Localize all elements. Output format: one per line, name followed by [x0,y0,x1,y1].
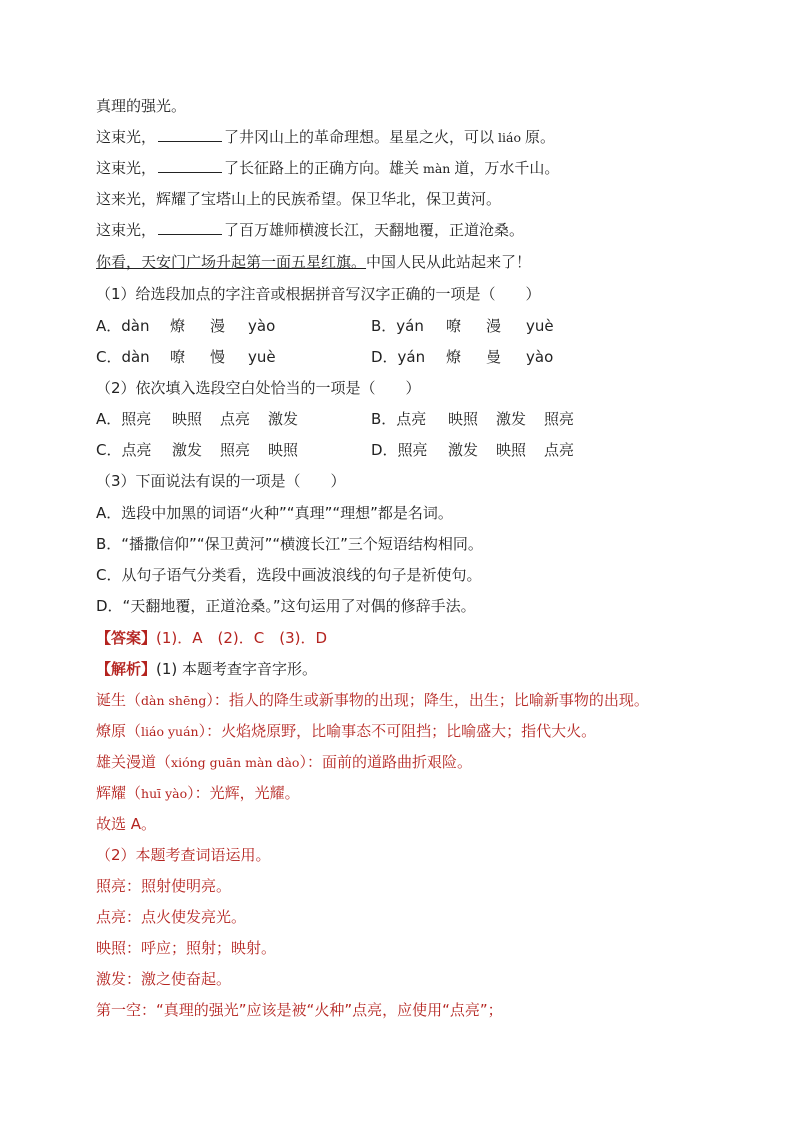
analysis-word-2: 点亮：点火使发亮光。 [96,908,247,926]
question-3-stem [96,471,346,491]
option-cell: 照亮 [220,441,251,459]
q3-option-a[interactable]: A．选段中加黑的词语“火种”“真理”“理想”都是名词。 [96,504,453,522]
q2-option-d[interactable]: D．照亮 [371,441,428,459]
question-text: （3）下面说法有误的一项是（ ） [96,472,346,490]
q1-option-row-2 [96,347,716,367]
option-cell: 映照 [448,410,479,428]
pinyin: màn [419,161,455,176]
question-1-stem [96,284,541,304]
analysis-entry-1: 诞生（dàn shēng）：指人的降生或新事物的出现；降生，出生；比喻新事物的出现。 [96,691,649,709]
question-text: （2）依次填入选段空白处恰当的一项是（ ） [96,379,421,397]
fill-blank-1[interactable] [158,127,222,142]
option-cell: 燎 [446,348,462,366]
q2-option-row-1 [96,409,716,429]
analysis-word-4: 激发：激之使奋起。 [96,970,232,988]
option-cell: 激发 [172,441,203,459]
analysis-entry-4: 辉耀（huī yào）：光辉，光耀。 [96,784,300,802]
option-cell: 燎 [170,317,186,335]
answer-line [96,628,327,648]
q2-option-a[interactable]: A．照亮 [96,410,152,428]
q1-option-b[interactable]: B．yán [371,317,424,335]
q1-option-row-1 [96,316,716,336]
option-cell: 漫 [210,317,226,335]
fill-blank-3[interactable] [158,220,222,235]
analysis-q2-intro: （2）本题考查词语运用。 [96,846,271,864]
passage-text: 原。 [524,128,555,146]
passage-text: 了井冈山上的革命理想。星星之火，可以 [224,128,495,146]
option-cell: 慢 [210,348,226,366]
analysis-word-3: 映照：呼应；照射；映射。 [96,939,277,957]
option-cell: 曼 [486,348,502,366]
passage-text: 了长征路上的正确方向。雄关 [224,159,420,177]
option-cell: yuè [248,348,276,366]
passage-text: 了百万雄师横渡长江，天翻地覆，正道沧桑。 [224,221,525,239]
option-cell: 点亮 [220,410,251,428]
passage-text: 这来光，辉耀了宝塔山上的民族希望。保卫华北，保卫黄河。 [96,190,502,208]
analysis-intro: (1) 本题考查字音字形。 [156,660,318,678]
question-text: （1）给选段加点的字注音或根据拼音写汉字正确的一项是（ ） [96,285,541,303]
analysis-heading [96,659,317,679]
passage-line-4 [96,189,501,209]
pinyin: xióng guān màn dào [171,755,300,770]
passage-text: 中国人民从此站起来了！ [366,253,532,271]
analysis-first-blank: 第一空：“真理的强光”应该是被“火种”点亮，应使用“点亮”； [96,1001,503,1019]
passage-text: 这束光， [96,159,157,177]
q3-option-d[interactable]: D．“天翻地覆，正道沧桑。”这句运用了对偶的修辞手法。 [96,597,476,615]
passage-line-5 [96,220,524,240]
analysis-entry-2: 燎原（liáo yuán）：火焰烧原野，比喻事态不可阻挡；比喻盛大；指代大火。 [96,722,597,740]
fill-blank-2[interactable] [158,158,222,173]
passage-text: 这束光， [96,221,157,239]
passage-line-6 [96,252,531,272]
passage-text: 这束光， [96,128,157,146]
option-cell: yuè [526,317,554,335]
q2-option-b[interactable]: B．点亮 [371,410,427,428]
option-cell: 嘹 [446,317,462,335]
pinyin: huī yào [141,786,188,801]
option-cell: 漫 [486,317,502,335]
question-2-stem [96,378,421,398]
q1-option-d[interactable]: D．yán [371,348,426,366]
option-cell: 映照 [496,441,527,459]
option-cell: yào [526,348,554,366]
answer-label: 【答案】 [96,629,157,647]
option-cell: yào [248,317,276,335]
passage-text: 真理的强光。 [96,97,187,115]
option-cell: 点亮 [544,441,575,459]
option-cell: 激发 [448,441,479,459]
option-cell: 激发 [268,410,299,428]
option-cell: 激发 [496,410,527,428]
q3-option-b[interactable]: B．“播撒信仰”“保卫黄河”“横渡长江”三个短语结构相同。 [96,535,483,553]
pinyin: dàn shēng [141,693,207,708]
option-cell: 嘹 [170,348,186,366]
q2-option-c[interactable]: C．点亮 [96,441,152,459]
passage-line-3 [96,158,559,178]
q1-option-c[interactable]: C．dàn [96,348,150,366]
pinyin: liáo yuán [141,724,199,739]
option-cell: 映照 [172,410,203,428]
answer-text: (1)．A (2)．C (3)．D [156,629,328,647]
analysis-choose: 故选 A。 [96,815,157,833]
analysis-label: 【解析】 [96,660,157,678]
q3-option-c[interactable]: C．从句子语气分类看，选段中画波浪线的句子是祈使句。 [96,566,482,584]
passage-text: 道，万水千山。 [454,159,560,177]
q2-option-row-2 [96,440,716,460]
passage-line-2 [96,127,555,147]
analysis-word-1: 照亮：照射使明亮。 [96,877,232,895]
q1-option-a[interactable]: A．dàn [96,317,150,335]
passage-line-1 [96,96,186,116]
analysis-entry-3: 雄关漫道（xióng guān màn dào）：面前的道路曲折艰险。 [96,753,472,771]
option-cell: 照亮 [544,410,575,428]
pinyin: liáo [494,130,525,145]
underlined-sentence: 你看，天安门广场升起第一面五星红旗。 [96,253,367,271]
option-cell: 映照 [268,441,299,459]
